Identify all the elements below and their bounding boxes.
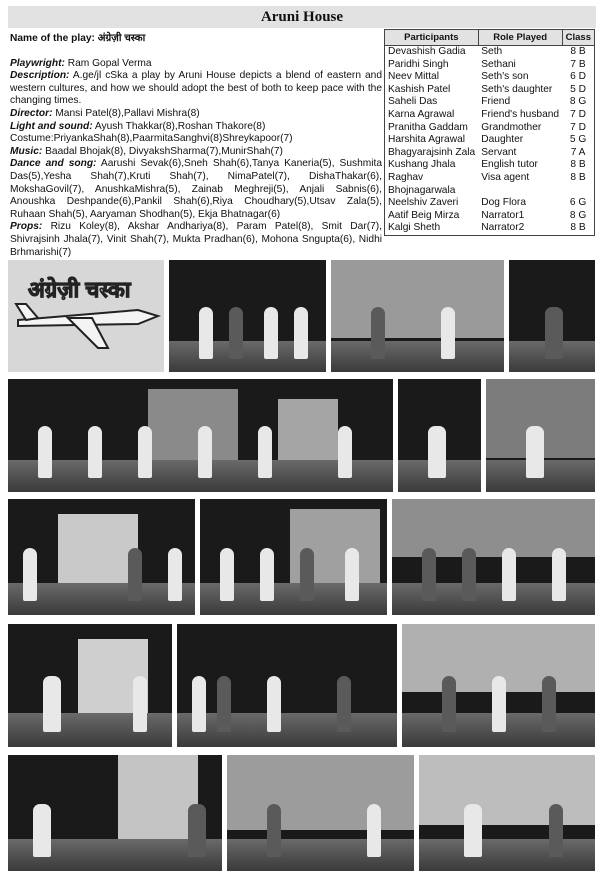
cast-participant: Kashish Patel	[388, 83, 451, 95]
cast-role	[478, 185, 562, 198]
costume-value: PriyankaShah(8),PaarmitaSanghvi(8)Shreykapoor(7)	[53, 133, 293, 145]
cast-role: Seth	[481, 46, 503, 57]
cast-class	[562, 185, 594, 198]
cast-table-header	[385, 30, 595, 46]
cast-participant: Devashish Gadia	[388, 46, 466, 57]
cast-row	[385, 59, 595, 72]
director-label: Director:	[10, 107, 53, 119]
dance-song-value: Aarushi Sevak(6),Sneh Shah(6),Tanya Kaneria(5), Sushmita Das(5),Yesha Shah(7),Kruti Shah(7), NimaPatel(7), DishaThakar(6), MokshaGovil(7), AnushkaMishra(5), Zainab Meghreji(5), Anjali Sabnis(6), Anoushka Deshpande(6),Pankil Shah(6),Riya Choudhary(5),Utsav Zala(5), Ruhaan Shah(5), Aaryaman Shodhan(5), Ekja Bhatnagar(6)	[10, 158, 382, 220]
cast-row	[385, 159, 595, 172]
music-label: Music:	[10, 145, 43, 157]
cast-role: Servant	[481, 146, 517, 158]
cast-participant: Raghav	[388, 171, 424, 183]
light-sound-label: Light and sound:	[10, 120, 93, 132]
cast-role: Sethani	[481, 58, 516, 70]
cast-participant: Kalgi Sheth	[388, 222, 441, 234]
cast-role: Dog Flora	[481, 197, 526, 209]
photo-4-3	[402, 624, 595, 747]
director-value: Mansi Patel(8),Pallavi Mishra(8)	[55, 107, 200, 119]
cast-class: 8 G	[569, 96, 587, 108]
photo-play-logo	[8, 260, 164, 372]
cast-participant: Kushang Jhala	[388, 159, 456, 171]
description-label: Description:	[10, 70, 70, 82]
cast-participant: Pranitha Gaddam	[388, 121, 468, 133]
cast-class: 7 D	[570, 108, 586, 120]
cast-participant: Neelshiv Zaveri	[388, 197, 459, 209]
costume-label: Costume:	[10, 133, 54, 145]
cast-participant: Karna Agrawal	[388, 108, 455, 120]
cast-role: Daughter	[481, 134, 524, 146]
cast-class: 5 D	[570, 83, 586, 95]
cast-class: 7 A	[570, 146, 586, 158]
cast-class: 8 B	[570, 159, 586, 171]
cast-class: 8 G	[569, 209, 587, 221]
cast-row	[385, 122, 595, 135]
play-name: अंग्रेज़ी चस्का	[97, 33, 146, 44]
cast-row	[385, 147, 595, 160]
cast-role: Friend	[481, 96, 511, 108]
cast-role: Visa agent	[481, 171, 530, 183]
cast-row	[385, 172, 595, 185]
cast-participant: Neev Mittal	[388, 71, 439, 83]
logo-text: अंग्रेज़ी चस्का	[28, 277, 131, 302]
photo-2-2	[398, 379, 481, 492]
photo-4-2	[177, 624, 397, 747]
cast-participant: Bhagyarajsinh Zala	[388, 146, 476, 158]
cast-class: 5 G	[569, 134, 587, 146]
cast-role: Friend's husband	[481, 108, 560, 120]
cast-participant: Aatif Beig Mirza	[388, 209, 460, 221]
cast-row	[385, 134, 595, 147]
cast-row	[385, 210, 595, 223]
cast-participant: Paridhi Singh	[388, 58, 449, 70]
name-label: Name of the play:	[10, 33, 95, 44]
cast-participant: Bhojnagarwala	[388, 184, 456, 196]
cast-row	[385, 185, 595, 198]
cast-class: 6 G	[569, 197, 587, 209]
cast-participant: Harshita Agrawal	[388, 134, 466, 146]
cast-class: 8 B	[570, 46, 586, 57]
cast-participant: Saheli Das	[388, 96, 438, 108]
cast-role: Grandmother	[481, 121, 542, 133]
light-sound-value: Ayush Thakkar(8),Roshan Thakore(8)	[94, 120, 266, 132]
cast-class: 6 D	[570, 71, 586, 83]
photo-5-2	[227, 755, 414, 871]
photo-3-2	[200, 499, 387, 615]
cast-role: English tutor	[481, 159, 538, 171]
col-role: Role Played	[478, 30, 562, 46]
cast-row	[385, 71, 595, 84]
photo-5-3	[419, 755, 595, 871]
col-class: Class	[562, 30, 594, 46]
cast-table	[384, 29, 595, 236]
cast-class: 8 B	[570, 171, 586, 183]
cast-row	[385, 222, 595, 235]
cast-class: 7 D	[570, 121, 586, 133]
photo-2-1	[8, 379, 393, 492]
col-participants: Participants	[385, 30, 479, 46]
cast-role: Seth's daughter	[481, 83, 553, 95]
cast-row	[385, 109, 595, 122]
cast-row	[385, 197, 595, 210]
cast-role: Narrator2	[481, 222, 525, 234]
photo-1-2	[169, 260, 326, 372]
dance-song-label: Dance and song:	[10, 158, 97, 170]
photo-4-1	[8, 624, 172, 747]
music-value: Baadal Bhojak(8), DivyakshSharma(7),MunirShah(7)	[45, 145, 283, 157]
playwright-label: Playwright:	[10, 57, 65, 69]
description-value: A.ge/jl cSka a play by Aruni House depicts a blend of eastern and western cultures, and how we should adopt the best of both to keep pace with the changing times.	[10, 70, 382, 107]
cast-role: Narrator1	[481, 209, 525, 221]
photo-1-3	[331, 260, 504, 372]
props-value: Rizu Koley(8), Akshar Andhariya(8), Param Patel(8), Smit Dar(7), Shivrajsinh Jhala(7), Vinit Shah(7), Mukta Pradhan(6), Mohona Sngupta(6), Nidhi Brhmarishi(7)	[10, 221, 382, 258]
props-label: Props:	[10, 221, 43, 233]
cast-row	[385, 46, 595, 59]
playwright-value: Ram Gopal Verma	[67, 57, 152, 69]
photo-2-3	[486, 379, 595, 492]
photo-3-1	[8, 499, 195, 615]
cast-class: 7 B	[570, 58, 586, 70]
cast-row	[385, 84, 595, 97]
photo-1-4	[509, 260, 595, 372]
cast-class: 8 B	[570, 222, 586, 234]
photo-3-3	[392, 499, 595, 615]
house-title: Aruni House	[8, 6, 596, 28]
cast-role: Seth's son	[481, 71, 529, 83]
cast-row	[385, 96, 595, 109]
photo-5-1	[8, 755, 222, 871]
credits-block	[10, 33, 382, 259]
